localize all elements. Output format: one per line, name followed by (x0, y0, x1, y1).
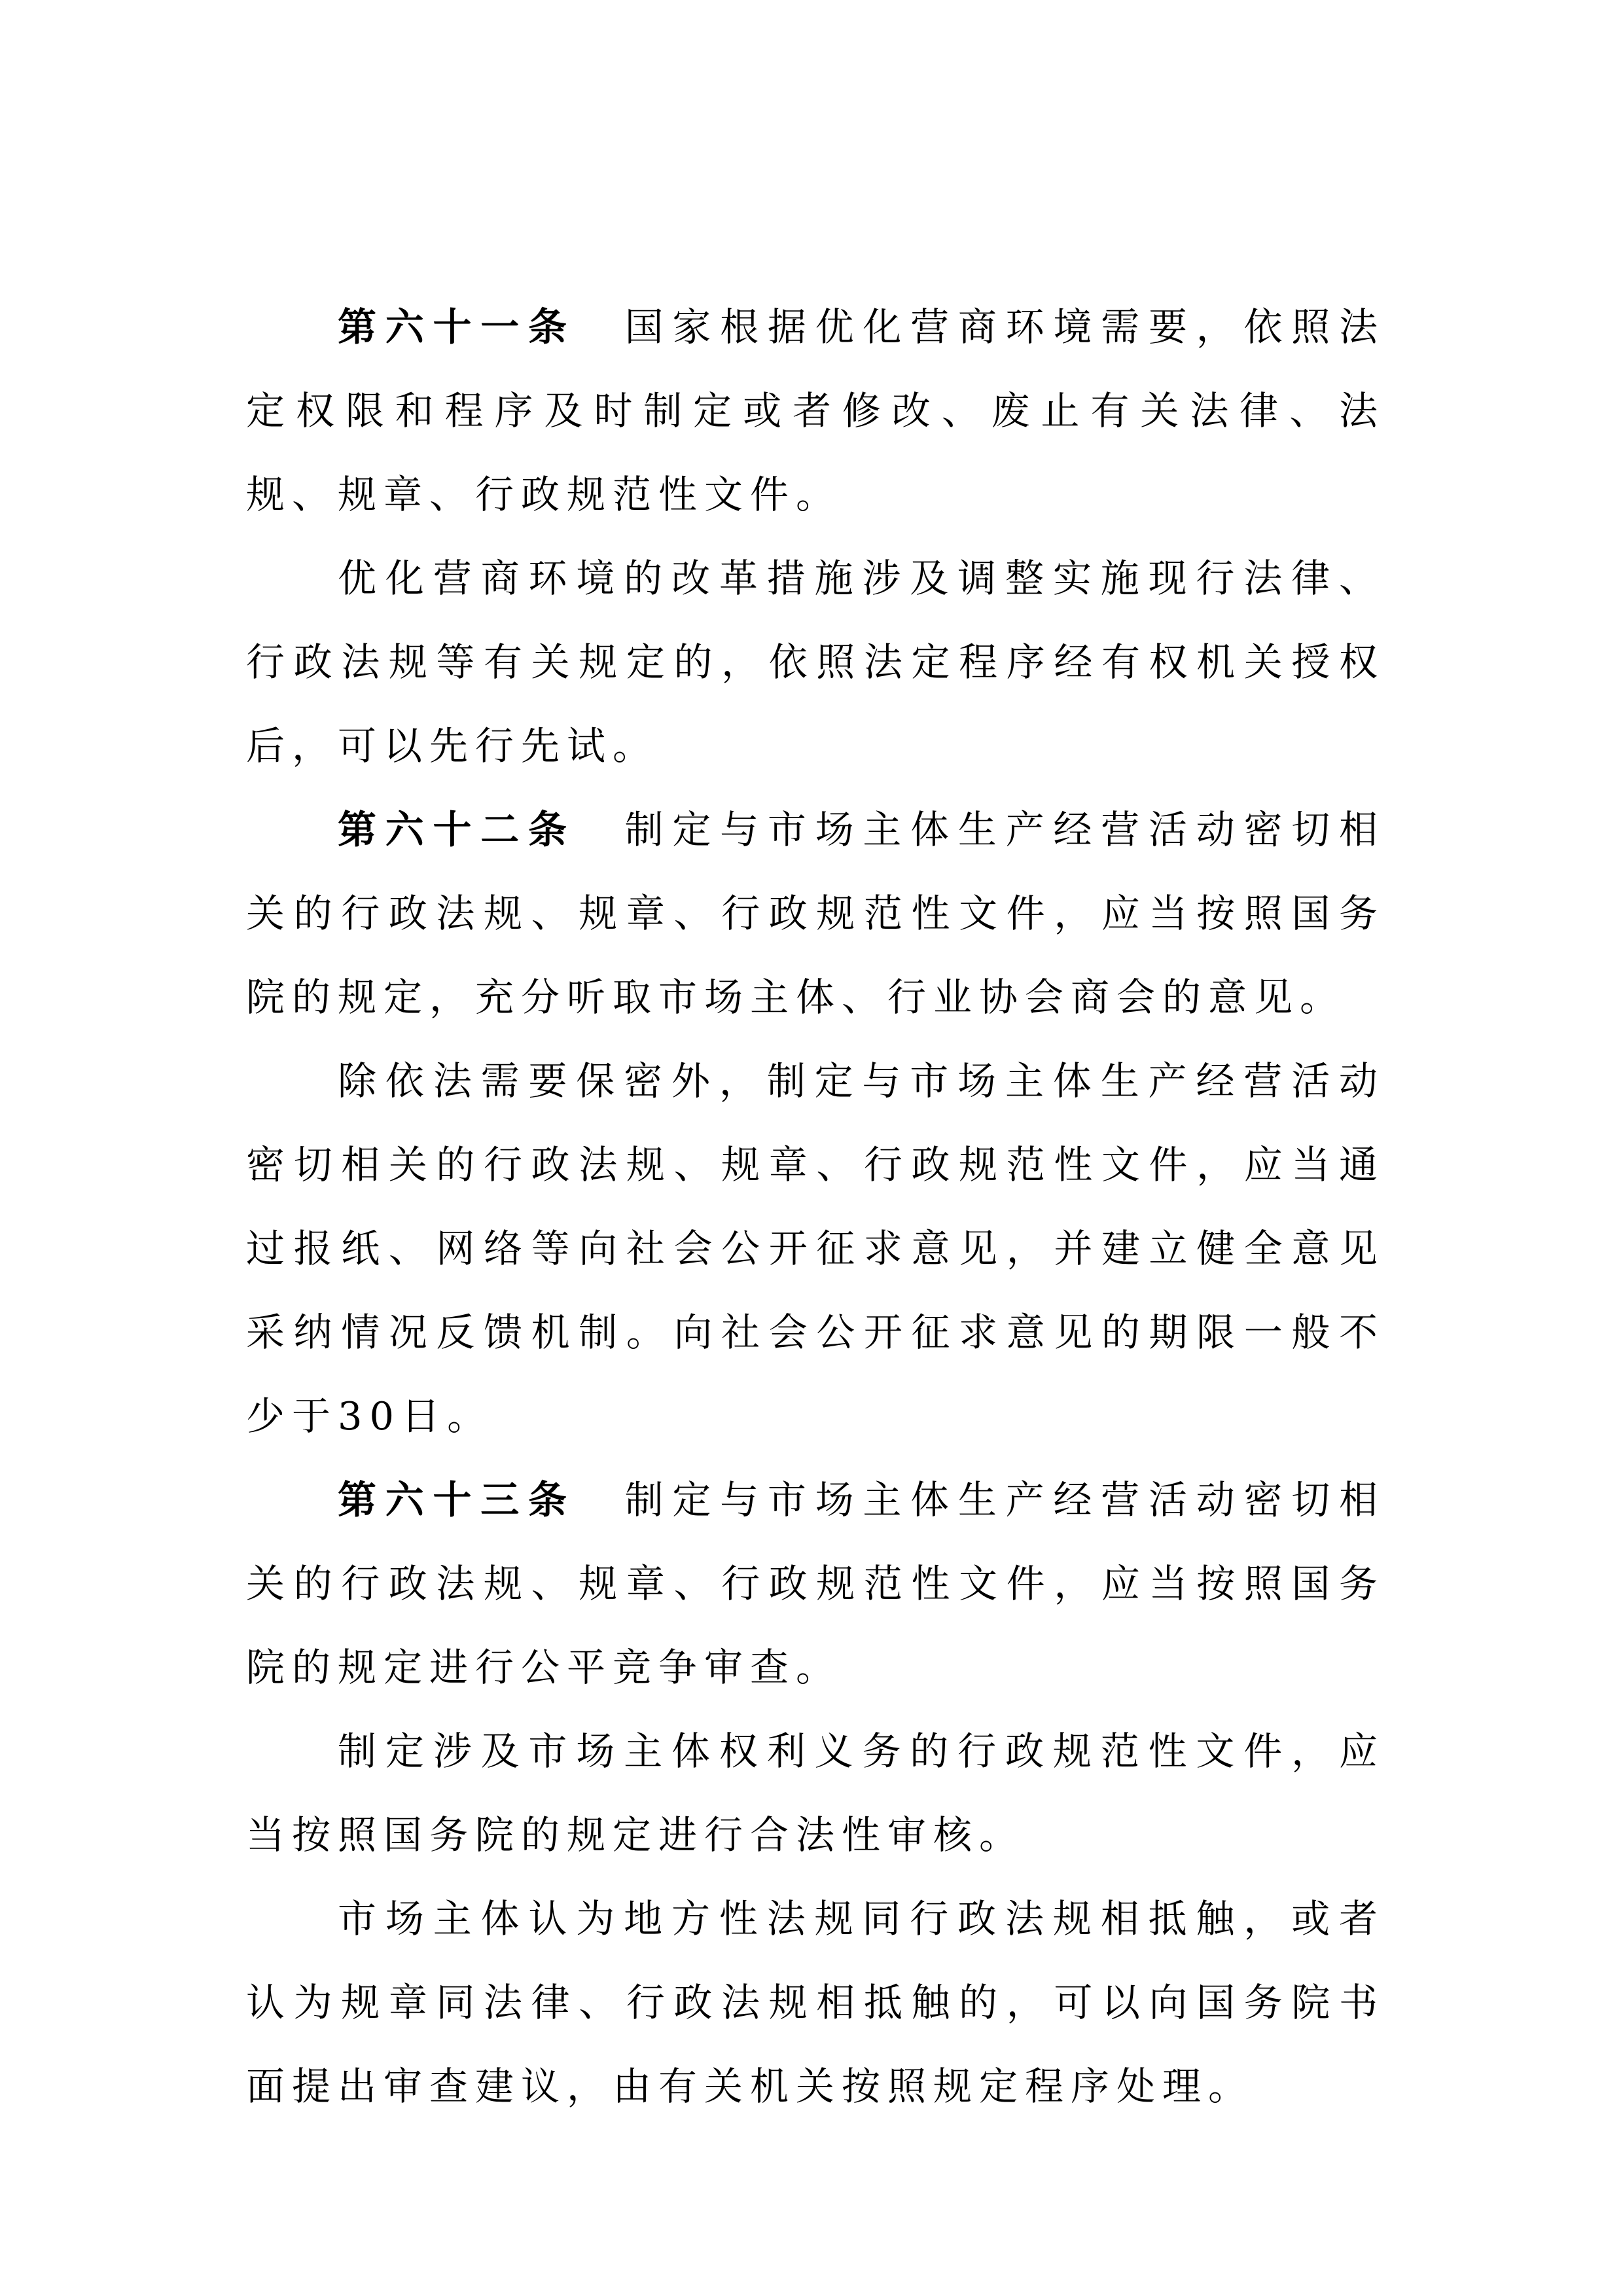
article-63-number: 第六十三条 (338, 1477, 576, 1522)
article-63-paragraph-3: 市场主体认为地方性法规同行政法规相抵触，或者认为规章同法律、行政法规相抵触的，可以向国务院书面提出审查建议，由有关机关按照规定程序处理。 (246, 1896, 1385, 2109)
article-63-paragraph-1 (246, 1458, 1385, 1710)
article-62-paragraph-1 (246, 788, 1385, 1039)
article-61-paragraph-2: 优化营商环境的改革措施涉及调整实施现行法律、行政法规等有关规定的，依照法定程序经有权机关授权后，可以先行先试。 (246, 556, 1385, 768)
article-62-paragraph-2: 除依法需要保密外，制定与市场主体生产经营活动密切相关的行政法规、规章、行政规范性文件，应当通过报纸、网络等向社会公开征求意见，并建立健全意见采纳情况反馈机制。向社会公开征求意见的期限一般不少于30日。 (246, 1058, 1385, 1439)
article-61-number: 第六十一条 (338, 304, 576, 350)
article-63-paragraph-2: 制定涉及市场主体权利义务的行政规范性文件，应当按照国务院的规定进行合法性审核。 (246, 1729, 1385, 1857)
document-body (246, 285, 1385, 2128)
article-62-number: 第六十二条 (338, 807, 576, 852)
article-61-paragraph-1 (246, 285, 1385, 537)
article-63-text-1: 制定与市场主体生产经营活动密切相关的行政法规、规章、行政规范性文件，应当按照国务院的规定进行公平竞争审查。 (246, 1477, 1385, 1690)
article-61-text-1: 国家根据优化营商环境需要，依照法定权限和程序及时制定或者修改、废止有关法律、法规、规章、行政规范性文件。 (246, 304, 1385, 517)
article-62-text-1: 制定与市场主体生产经营活动密切相关的行政法规、规章、行政规范性文件，应当按照国务院的规定，充分听取市场主体、行业协会商会的意见。 (246, 807, 1385, 1020)
